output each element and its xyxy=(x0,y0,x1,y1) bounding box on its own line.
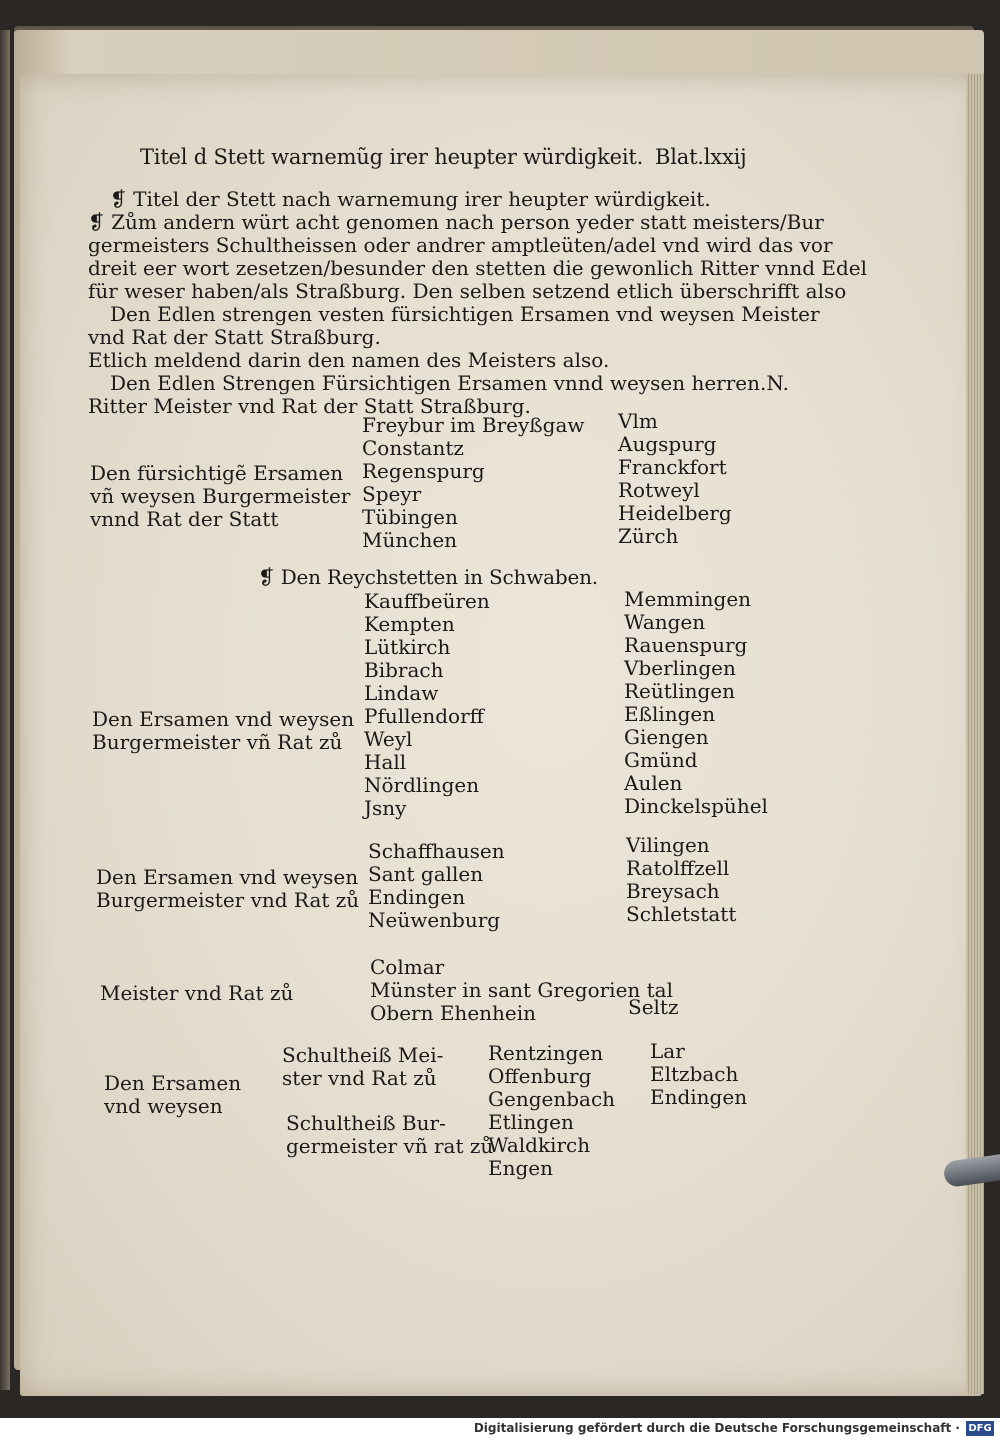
city-name: Nördlingen xyxy=(364,773,480,797)
city-name: Reütlingen xyxy=(624,679,736,703)
address-line: Meister vnd Rat zů xyxy=(100,981,294,1005)
city-name: Eßlingen xyxy=(624,702,716,726)
footer-bar xyxy=(0,1418,1000,1440)
city-name: Obern Ehenhein xyxy=(370,1001,537,1025)
city-name: Regenspurg xyxy=(362,459,485,483)
city-name: Sant gallen xyxy=(368,862,484,886)
title-line: Schultheiß Mei- xyxy=(282,1043,444,1067)
city-name: Rauenspurg xyxy=(624,633,748,657)
group5-cities-b xyxy=(650,1040,747,1109)
address-line: vñ weysen Burgermeister xyxy=(90,484,351,508)
city-name: Jsny xyxy=(364,796,407,820)
city-name: Colmar xyxy=(370,955,445,979)
intro-line: Den Edlen Strengen Fürsichtigen Ersamen vnnd weysen herren.N. xyxy=(110,371,789,395)
city-name: Lar xyxy=(650,1039,685,1063)
group1-address xyxy=(90,462,350,531)
group4-address xyxy=(100,982,293,1005)
city-name: Seltz xyxy=(628,995,679,1019)
city-name: Zürch xyxy=(618,524,679,548)
intro-line: vnd Rat der Statt Straßburg. xyxy=(88,325,381,349)
city-name: Gengenbach xyxy=(488,1087,616,1111)
page-fore-edge xyxy=(966,74,984,1394)
city-name: Wangen xyxy=(624,610,706,634)
title-line: Schultheiß Bur- xyxy=(286,1111,446,1135)
city-name: Vlm xyxy=(618,409,658,433)
running-header-title: Titel d Stett warnemũg irer heupter würdigkeit. xyxy=(140,145,644,169)
address-line: Den fürsichtigẽ Ersamen xyxy=(90,461,344,485)
city-name: Schletstatt xyxy=(626,902,737,926)
intro-line: Etlich meldend darin den namen des Meisters also. xyxy=(88,348,610,372)
address-line: Burgermeister vñ Rat zů xyxy=(92,730,343,754)
city-name: Speyr xyxy=(362,482,422,506)
group3-cities-b xyxy=(626,834,736,926)
title-line: germeister vñ rat zů xyxy=(286,1134,494,1158)
city-name: Weyl xyxy=(364,727,413,751)
intro-line: germeisters Schultheissen oder andrer amptleüten/adel vnd wird das vor xyxy=(88,233,833,257)
city-name: Schaffhausen xyxy=(368,839,505,863)
city-name: Waldkirch xyxy=(488,1133,591,1157)
address-line: Burgermeister vnd Rat zů xyxy=(96,888,360,912)
group5-cities-a xyxy=(488,1042,615,1180)
city-name: Kauffbeüren xyxy=(364,589,490,613)
city-name: Lütkirch xyxy=(364,635,451,659)
intro-line: für weser haben/als Straßburg. Den selben setzend etlich überschrifft also xyxy=(88,279,847,303)
group5-title-a xyxy=(282,1044,443,1090)
city-name: Ratolffzell xyxy=(626,856,730,880)
intro-line: ❡ Zům andern würt acht genomen nach person yeder statt meisters/Bur xyxy=(88,210,824,234)
city-name: Vilingen xyxy=(626,833,710,857)
city-name: Tübingen xyxy=(362,505,458,529)
city-name: Pfullendorff xyxy=(364,704,484,728)
city-name: Lindaw xyxy=(364,681,439,705)
address-line: Den Ersamen vnd weysen xyxy=(92,707,355,731)
city-name: Constantz xyxy=(362,436,464,460)
city-name: Heidelberg xyxy=(618,501,732,525)
city-name: Hall xyxy=(364,750,407,774)
intro-line: Ritter Meister vnd Rat der Statt Straßburg. xyxy=(88,394,531,418)
group2-cities-b xyxy=(624,588,768,818)
address-line: Den Ersamen vnd weysen xyxy=(96,865,359,889)
title-line: ster vnd Rat zů xyxy=(282,1066,437,1090)
city-name: Endingen xyxy=(650,1085,748,1109)
group3-cities-a xyxy=(368,840,505,932)
city-name: Bibrach xyxy=(364,658,444,682)
intro-line: ❡ Titel der Stett nach warnemung irer heupter würdigkeit. xyxy=(110,187,711,211)
group3-address xyxy=(96,866,359,912)
group2-cities-a xyxy=(364,590,490,820)
city-name: Vberlingen xyxy=(624,656,736,680)
city-name: Engen xyxy=(488,1156,553,1180)
group5-address xyxy=(104,1072,241,1118)
city-name: Münster in sant Gregorien tal xyxy=(370,978,673,1002)
city-name: Etlingen xyxy=(488,1110,574,1134)
group1-cities-b xyxy=(618,410,732,548)
section-heading: ❡ Den Reychstetten in Schwaben. xyxy=(258,565,598,589)
intro-line: dreit eer wort zesetzen/besunder den stetten die gewonlich Ritter vnnd Edel xyxy=(88,256,868,280)
city-name: Endingen xyxy=(368,885,466,909)
city-name: Dinckelspühel xyxy=(624,794,768,818)
city-name: Kempten xyxy=(364,612,455,636)
city-name: München xyxy=(362,528,458,552)
city-name: Offenburg xyxy=(488,1064,592,1088)
address-line: vnnd Rat der Statt xyxy=(90,507,279,531)
group5-title-b xyxy=(286,1112,493,1158)
group2-address xyxy=(92,708,354,754)
address-line: vnd weysen xyxy=(104,1094,223,1118)
city-name: Freybur im Breyßgaw xyxy=(362,413,585,437)
city-name: Gmünd xyxy=(624,748,698,772)
funding-credit: Digitalisierung gefördert durch die Deutsche Forschungsgemeinschaft · xyxy=(473,1421,960,1435)
book-spine-edge xyxy=(0,30,10,1390)
city-name: Memmingen xyxy=(624,587,752,611)
city-name: Rentzingen xyxy=(488,1041,604,1065)
city-name: Neüwenburg xyxy=(368,908,501,932)
group1-cities-a xyxy=(362,414,585,552)
city-name: Augspurg xyxy=(618,432,717,456)
dfg-logo-icon: DFG xyxy=(966,1421,994,1436)
address-line: Den Ersamen xyxy=(104,1071,242,1095)
city-name: Franckfort xyxy=(618,455,727,479)
city-name: Eltzbach xyxy=(650,1062,739,1086)
folio-number: Blat.lxxij xyxy=(655,145,747,169)
group4-cities-b xyxy=(628,996,679,1019)
city-name: Breysach xyxy=(626,879,720,903)
intro-paragraph xyxy=(88,187,868,418)
city-name: Aulen xyxy=(624,771,683,795)
intro-line: Den Edlen strengen vesten fürsichtigen Ersamen vnd weysen Meister xyxy=(110,302,820,326)
city-name: Giengen xyxy=(624,725,709,749)
city-name: Rotweyl xyxy=(618,478,700,502)
